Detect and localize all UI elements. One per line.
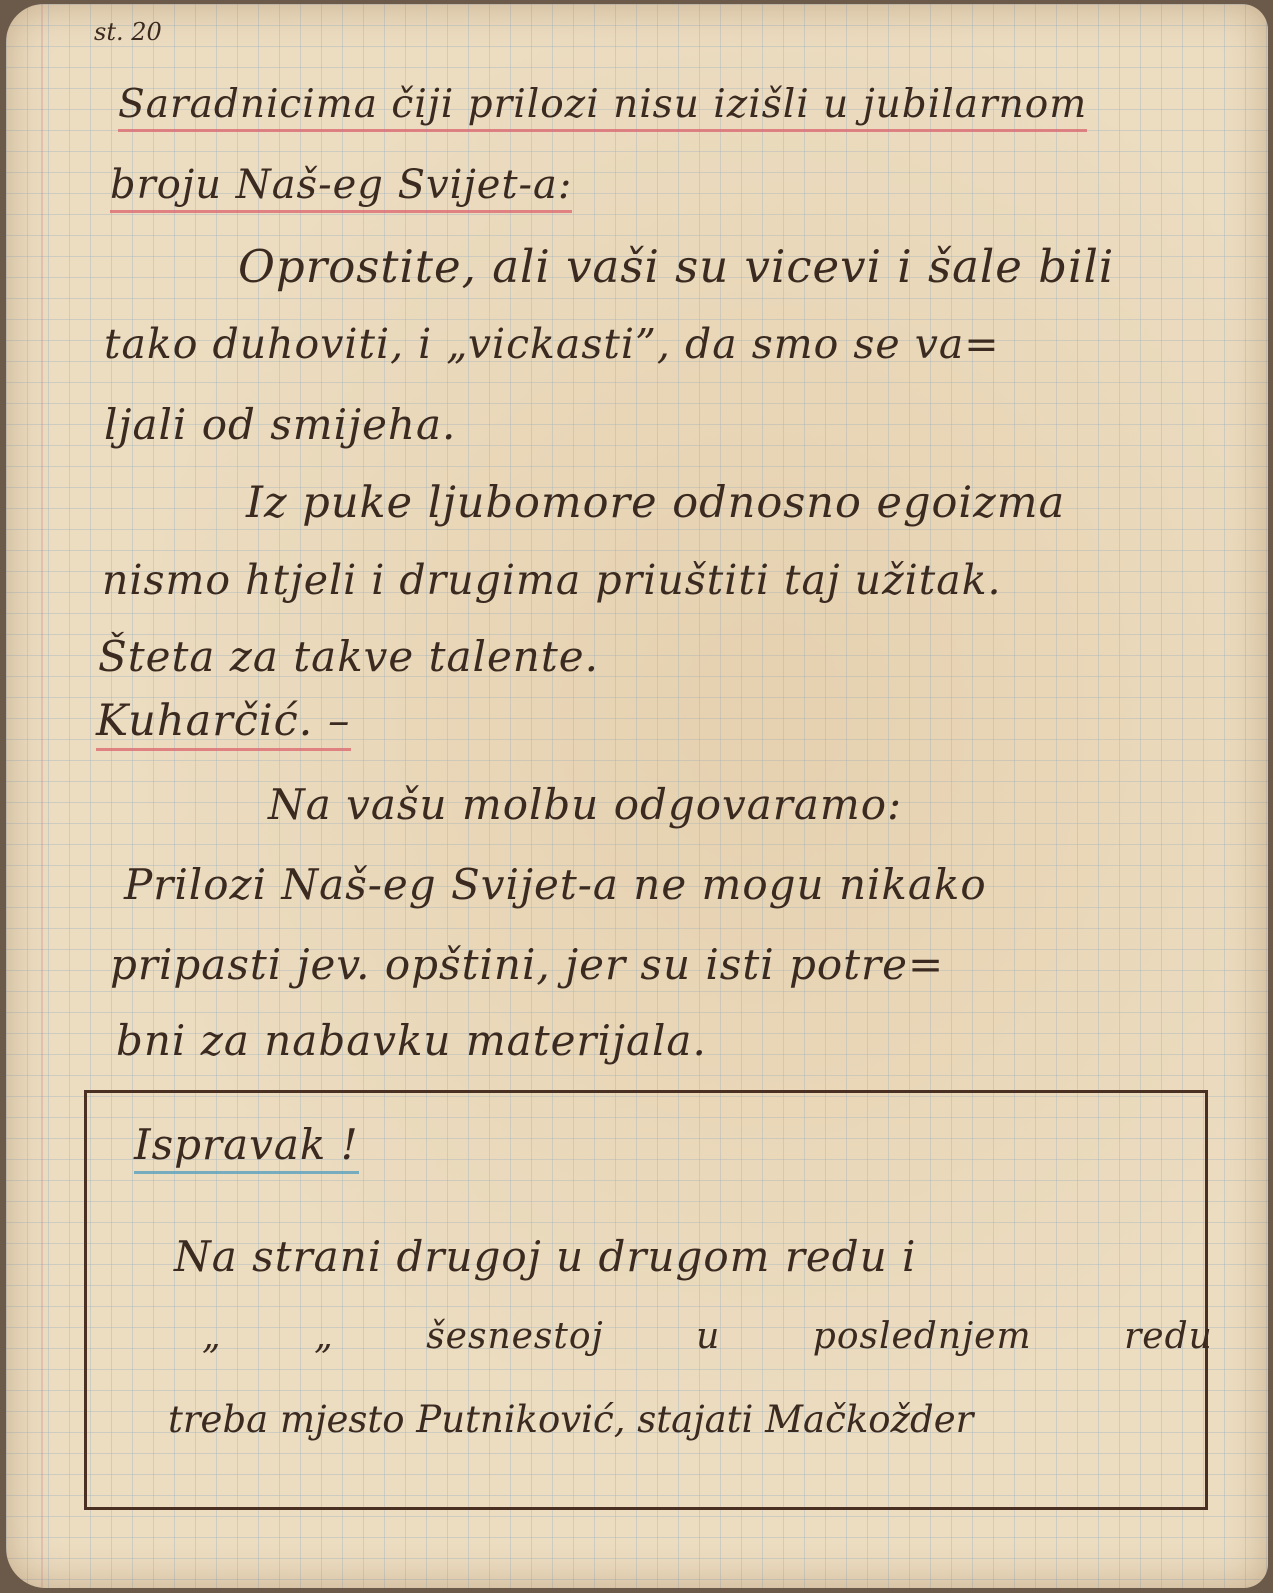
note-body-line: pripasti jev. opštini, jer su isti potre= xyxy=(110,940,945,989)
note-heading-line-2: broju Naš-eg Svijet-a: xyxy=(110,162,572,213)
correction-line: treba mjesto Putniković, stajati Mačkožder xyxy=(168,1398,974,1441)
note-heading-line-1: Saradnicima čiji prilozi nisu izišli u jubilarnom xyxy=(118,82,1087,132)
note-body-line: nismo htjeli i drugima priuštiti taj užitak. xyxy=(102,556,1002,604)
notebook-page xyxy=(6,4,1268,1588)
correction-title: Ispravak ! xyxy=(134,1120,359,1174)
note-body-line: Na vašu molbu odgovaramo: xyxy=(268,780,903,829)
note-body-line: bni za nabavku materijala. xyxy=(116,1016,707,1065)
note-heading: Kuharčić. – xyxy=(96,696,351,751)
note-body-line: tako duhoviti, i „vickasti”, da smo se va= xyxy=(104,320,1000,368)
correction-line: „ „ šesnestoj u poslednjem redu xyxy=(202,1316,1213,1357)
note-body-line: Šteta za takve talente. xyxy=(98,632,599,681)
note-body-line: Iz puke ljubomore odnosno egoizma xyxy=(246,478,1066,528)
note-body-line: Oprostite, ali vaši su vicevi i šale bili xyxy=(238,240,1115,293)
correction-line: Na strani drugoj u drugom redu i xyxy=(174,1232,917,1281)
note-body-line: ljali od smijeha. xyxy=(104,400,457,449)
page-number: st. 20 xyxy=(94,18,162,46)
margin-line xyxy=(41,4,43,1588)
note-body-line: Prilozi Naš-eg Svijet-a ne mogu nikako xyxy=(124,860,987,909)
